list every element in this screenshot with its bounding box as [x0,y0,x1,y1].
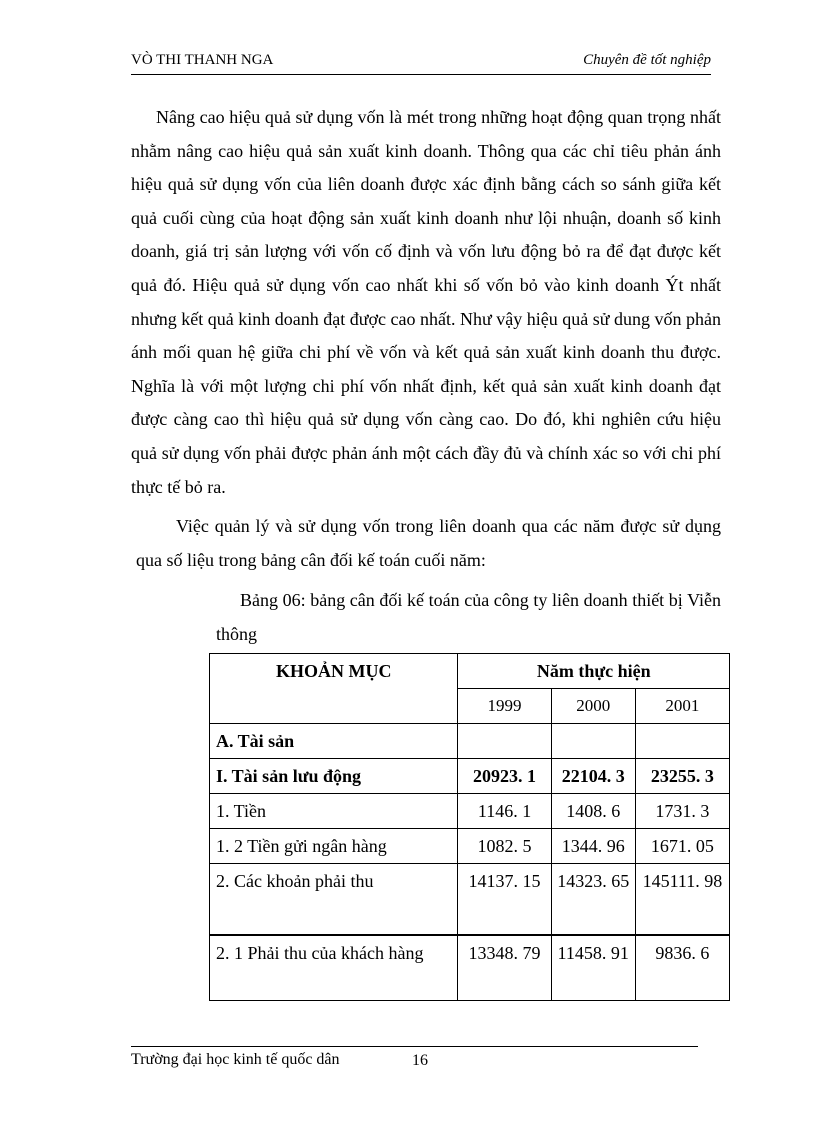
row-value: 23255. 3 [635,759,729,794]
header-nam-thuc-hien: Năm thực hiện [458,654,730,689]
row-value: 1344. 96 [551,829,635,864]
row-value: 14323. 65 [551,864,635,935]
row-label: I. Tài sản lưu động [210,759,458,794]
row-value: 145111. 98 [635,864,729,935]
row-label: A. Tài sản [210,724,458,759]
table-row [210,864,730,935]
row-value: 1146. 1 [458,794,551,829]
paragraph-2: Việc quản lý và sử dụng vốn trong liên doanh qua các năm được sử dụng qua số liệu trong bảng cân đối kế toán cuối năm: [136,516,721,570]
row-value [551,724,635,759]
header-khoan-muc: KHOẢN MỤC [210,654,458,724]
table-row [210,759,730,794]
row-value [458,724,551,759]
table-header-row [210,654,730,689]
row-value: 1408. 6 [551,794,635,829]
table-row [210,935,730,1001]
row-label: 1. 2 Tiền gửi ngân hàng [210,829,458,864]
row-value: 20923. 1 [458,759,551,794]
table-caption: Bảng 06: bảng cân đối kế toán của công ty liên doanh thiết bị Viễn thông [216,590,721,644]
paragraph-1: Nâng cao hiệu quả sử dụng vốn là mét trong những hoạt động quan trọng nhất nhằm nâng cao hiệu quả sản xuất kinh doanh. Thông qua các chỉ tiêu phản ánh hiệu quả sử dụng vốn của liên doanh được xác định bằng cách so sánh giữa kết quả cuối cùng của hoạt động sản xuất kinh doanh như lội nhuận, doanh số kinh doanh, giá trị sản lượng với vốn cố định và vốn lưu động bỏ ra để đạt được kết quả đó. Hiệu quả sử dụng vốn cao nhất khi số vốn bỏ vào kinh doanh Ýt nhất nhưng kết quả kinh doanh đạt được cao nhất. Như vậy hiệu quả sử dung vốn phản ánh mối quan hệ giữa chi phí về vốn và kết quả sản xuất kinh doanh thu được. Nghĩa là với một lượng chi phí vốn nhất định, kết quả sản xuất kinh doanh đạt được càng cao thì hiệu quả sử dụng vốn càng cao. Do đó, khi nghiên cứu hiệu quả sử dụng vốn phải được phản ánh một cách đầy đủ và chính xác so với chi phí thực tế bỏ ra. [131,107,721,497]
header-title: Chuyên đề tốt nghiệp [583,52,711,68]
year-cell: 1999 [458,689,551,724]
row-value: 1731. 3 [635,794,729,829]
row-label: 2. 1 Phải thu của khách hàng [210,935,458,1001]
table-row [210,829,730,864]
table-row [210,724,730,759]
page-number: 16 [412,1052,428,1069]
row-value: 13348. 79 [458,935,551,1001]
footer-school: Trường đại học kinh tế quốc dân [131,1051,340,1068]
row-label: 1. Tiền [210,794,458,829]
row-value: 22104. 3 [551,759,635,794]
row-value: 14137. 15 [458,864,551,935]
year-cell: 2000 [551,689,635,724]
table-row [210,794,730,829]
page-header [131,50,711,75]
row-label: 2. Các khoản phải thu [210,864,458,935]
row-value: 1671. 05 [635,829,729,864]
row-value: 1082. 5 [458,829,551,864]
footer-rule [131,1046,698,1047]
year-cell: 2001 [635,689,729,724]
balance-sheet-table [209,653,730,1001]
row-value: 11458. 91 [551,935,635,1001]
row-value [635,724,729,759]
header-author: VÒ THI THANH NGA [131,52,274,68]
row-value: 9836. 6 [635,935,729,1001]
